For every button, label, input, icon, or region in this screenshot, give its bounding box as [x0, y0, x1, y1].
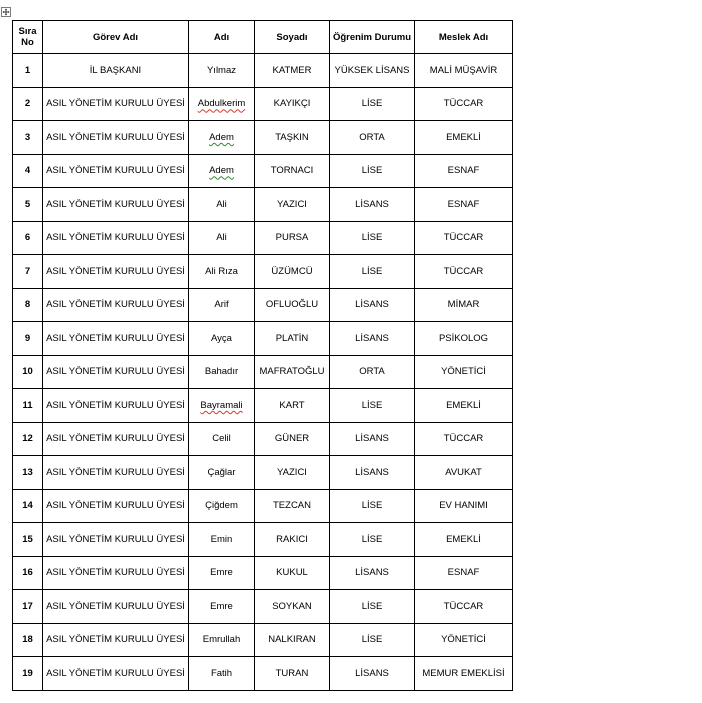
- cell-adi: Emrullah: [189, 623, 255, 657]
- cell-sira-no: 8: [13, 288, 43, 322]
- cell-sira-no: 18: [13, 623, 43, 657]
- cell-gorev: ASIL YÖNETİM KURULU ÜYESİ: [43, 87, 189, 121]
- four-way-arrow-icon: [2, 8, 10, 16]
- cell-adi: Fatih: [189, 657, 255, 691]
- cell-ogrenim: LİSANS: [330, 188, 415, 222]
- cell-meslek: EMEKLİ: [415, 389, 513, 423]
- cell-ogrenim: LİSE: [330, 523, 415, 557]
- cell-ogrenim: LİSANS: [330, 322, 415, 356]
- cell-meslek: AVUKAT: [415, 456, 513, 490]
- cell-adi: Çağlar: [189, 456, 255, 490]
- cell-sira-no: 7: [13, 255, 43, 289]
- cell-meslek: TÜCCAR: [415, 590, 513, 624]
- cell-soyadi: RAKICI: [255, 523, 330, 557]
- cell-gorev: ASIL YÖNETİM KURULU ÜYESİ: [43, 523, 189, 557]
- cell-soyadi: ÜZÜMCÜ: [255, 255, 330, 289]
- cell-adi: Emre: [189, 556, 255, 590]
- grammar-flagged-name: Adem: [209, 131, 234, 143]
- table-row: [13, 322, 513, 356]
- table-row: [13, 623, 513, 657]
- cell-ogrenim: LİSE: [330, 221, 415, 255]
- cell-gorev: ASIL YÖNETİM KURULU ÜYESİ: [43, 556, 189, 590]
- cell-sira-no: 4: [13, 154, 43, 188]
- table-row: [13, 188, 513, 222]
- cell-adi: [189, 154, 255, 188]
- cell-adi: Celil: [189, 422, 255, 456]
- cell-soyadi: YAZICI: [255, 188, 330, 222]
- cell-adi: Ayça: [189, 322, 255, 356]
- cell-soyadi: NALKIRAN: [255, 623, 330, 657]
- cell-ogrenim: LİSE: [330, 87, 415, 121]
- cell-soyadi: TURAN: [255, 657, 330, 691]
- cell-adi: [189, 121, 255, 155]
- cell-ogrenim: LİSE: [330, 489, 415, 523]
- header-row: [13, 21, 513, 54]
- header-adi: Adı: [189, 21, 255, 54]
- cell-adi: Bahadır: [189, 355, 255, 389]
- cell-ogrenim: LİSANS: [330, 657, 415, 691]
- cell-meslek: ESNAF: [415, 556, 513, 590]
- member-table: [12, 20, 513, 691]
- cell-soyadi: TAŞKIN: [255, 121, 330, 155]
- cell-soyadi: GÜNER: [255, 422, 330, 456]
- cell-meslek: TÜCCAR: [415, 221, 513, 255]
- cell-gorev: ASIL YÖNETİM KURULU ÜYESİ: [43, 355, 189, 389]
- cell-soyadi: YAZICI: [255, 456, 330, 490]
- header-meslek-adi: Meslek Adı: [415, 21, 513, 54]
- cell-sira-no: 17: [13, 590, 43, 624]
- header-soyadi: Soyadı: [255, 21, 330, 54]
- header-gorev-adi: Görev Adı: [43, 21, 189, 54]
- cell-adi: Arif: [189, 288, 255, 322]
- cell-ogrenim: LİSANS: [330, 422, 415, 456]
- cell-sira-no: 13: [13, 456, 43, 490]
- cell-meslek: TÜCCAR: [415, 422, 513, 456]
- spelling-flagged-name: Bayramali: [200, 399, 243, 411]
- cell-adi: Ali Rıza: [189, 255, 255, 289]
- cell-meslek: PSİKOLOG: [415, 322, 513, 356]
- table-row: [13, 489, 513, 523]
- table-row: [13, 154, 513, 188]
- cell-sira-no: 10: [13, 355, 43, 389]
- table-row: [13, 221, 513, 255]
- cell-gorev: ASIL YÖNETİM KURULU ÜYESİ: [43, 121, 189, 155]
- cell-adi: Ali: [189, 221, 255, 255]
- cell-adi: Emin: [189, 523, 255, 557]
- table-row: [13, 456, 513, 490]
- cell-adi: Yılmaz: [189, 54, 255, 88]
- table-row: [13, 556, 513, 590]
- cell-adi: Emre: [189, 590, 255, 624]
- cell-soyadi: KAYIKÇI: [255, 87, 330, 121]
- cell-adi: Ali: [189, 188, 255, 222]
- cell-gorev: ASIL YÖNETİM KURULU ÜYESİ: [43, 255, 189, 289]
- cell-gorev: İL BAŞKANI: [43, 54, 189, 88]
- cell-soyadi: TORNACI: [255, 154, 330, 188]
- cell-soyadi: KUKUL: [255, 556, 330, 590]
- cell-ogrenim: YÜKSEK LİSANS: [330, 54, 415, 88]
- header-ogrenim-durumu: Öğrenim Durumu: [330, 21, 415, 54]
- table-row: [13, 590, 513, 624]
- cell-adi: [189, 389, 255, 423]
- cell-sira-no: 19: [13, 657, 43, 691]
- table-row: [13, 389, 513, 423]
- cell-soyadi: PURSA: [255, 221, 330, 255]
- cell-soyadi: PLATİN: [255, 322, 330, 356]
- cell-ogrenim: LİSANS: [330, 288, 415, 322]
- cell-soyadi: SOYKAN: [255, 590, 330, 624]
- cell-ogrenim: LİSANS: [330, 556, 415, 590]
- table-move-handle-icon[interactable]: [1, 7, 11, 17]
- cell-gorev: ASIL YÖNETİM KURULU ÜYESİ: [43, 154, 189, 188]
- cell-soyadi: MAFRATOĞLU: [255, 355, 330, 389]
- cell-meslek: EV HANIMI: [415, 489, 513, 523]
- grammar-flagged-name: Adem: [209, 165, 234, 177]
- cell-sira-no: 9: [13, 322, 43, 356]
- cell-ogrenim: LİSE: [330, 623, 415, 657]
- cell-sira-no: 11: [13, 389, 43, 423]
- cell-ogrenim: ORTA: [330, 121, 415, 155]
- cell-gorev: ASIL YÖNETİM KURULU ÜYESİ: [43, 456, 189, 490]
- cell-meslek: MALİ MÜŞAVİR: [415, 54, 513, 88]
- cell-meslek: ESNAF: [415, 188, 513, 222]
- cell-ogrenim: LİSE: [330, 154, 415, 188]
- cell-sira-no: 6: [13, 221, 43, 255]
- cell-sira-no: 3: [13, 121, 43, 155]
- spelling-flagged-name: Abdulkerim: [197, 98, 246, 110]
- table-row: [13, 87, 513, 121]
- cell-sira-no: 2: [13, 87, 43, 121]
- cell-gorev: ASIL YÖNETİM KURULU ÜYESİ: [43, 623, 189, 657]
- cell-meslek: YÖNETİCİ: [415, 623, 513, 657]
- cell-gorev: ASIL YÖNETİM KURULU ÜYESİ: [43, 422, 189, 456]
- cell-ogrenim: ORTA: [330, 355, 415, 389]
- cell-meslek: ESNAF: [415, 154, 513, 188]
- cell-soyadi: OFLUOĞLU: [255, 288, 330, 322]
- cell-meslek: TÜCCAR: [415, 255, 513, 289]
- cell-gorev: ASIL YÖNETİM KURULU ÜYESİ: [43, 322, 189, 356]
- cell-meslek: EMEKLİ: [415, 121, 513, 155]
- cell-meslek: EMEKLİ: [415, 523, 513, 557]
- cell-soyadi: TEZCAN: [255, 489, 330, 523]
- cell-ogrenim: LİSANS: [330, 456, 415, 490]
- cell-soyadi: KATMER: [255, 54, 330, 88]
- cell-gorev: ASIL YÖNETİM KURULU ÜYESİ: [43, 489, 189, 523]
- cell-meslek: YÖNETİCİ: [415, 355, 513, 389]
- table-row: [13, 355, 513, 389]
- cell-gorev: ASIL YÖNETİM KURULU ÜYESİ: [43, 288, 189, 322]
- table-row: [13, 255, 513, 289]
- cell-sira-no: 14: [13, 489, 43, 523]
- cell-ogrenim: LİSE: [330, 389, 415, 423]
- cell-gorev: ASIL YÖNETİM KURULU ÜYESİ: [43, 188, 189, 222]
- table-row: [13, 288, 513, 322]
- cell-adi: Çiğdem: [189, 489, 255, 523]
- table-row: [13, 54, 513, 88]
- cell-meslek: TÜCCAR: [415, 87, 513, 121]
- cell-sira-no: 12: [13, 422, 43, 456]
- cell-sira-no: 16: [13, 556, 43, 590]
- cell-sira-no: 5: [13, 188, 43, 222]
- cell-gorev: ASIL YÖNETİM KURULU ÜYESİ: [43, 590, 189, 624]
- header-sira-no: Sıra No: [13, 21, 43, 54]
- cell-gorev: ASIL YÖNETİM KURULU ÜYESİ: [43, 657, 189, 691]
- table-row: [13, 422, 513, 456]
- table-row: [13, 523, 513, 557]
- table-row: [13, 121, 513, 155]
- cell-ogrenim: LİSE: [330, 590, 415, 624]
- cell-meslek: MİMAR: [415, 288, 513, 322]
- cell-sira-no: 1: [13, 54, 43, 88]
- cell-soyadi: KART: [255, 389, 330, 423]
- cell-gorev: ASIL YÖNETİM KURULU ÜYESİ: [43, 389, 189, 423]
- table-row: [13, 657, 513, 691]
- cell-gorev: ASIL YÖNETİM KURULU ÜYESİ: [43, 221, 189, 255]
- cell-meslek: MEMUR EMEKLİSİ: [415, 657, 513, 691]
- cell-adi: [189, 87, 255, 121]
- cell-ogrenim: LİSE: [330, 255, 415, 289]
- cell-sira-no: 15: [13, 523, 43, 557]
